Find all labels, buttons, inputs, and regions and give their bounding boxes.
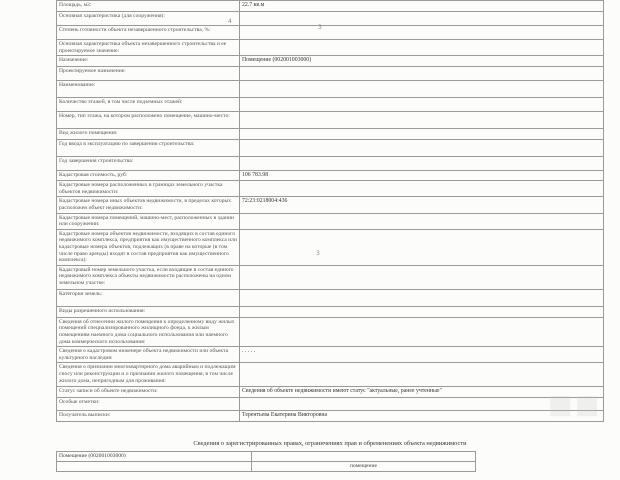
row-label: Номер, тип этажа, на котором расположено помещение, машино-место: <box>57 112 240 129</box>
row-label: Назначение: <box>57 56 240 67</box>
table-row <box>57 452 476 462</box>
table-row <box>57 462 476 472</box>
row-value <box>240 157 604 171</box>
table-row <box>57 129 604 140</box>
row-value <box>240 112 604 129</box>
row-value <box>240 140 604 157</box>
row-label: Особые отметки: <box>57 398 240 411</box>
table-row <box>57 411 604 422</box>
margin-mark: 3 <box>318 24 322 31</box>
sub-row-value: помещение <box>252 462 476 472</box>
table-row <box>57 1 604 12</box>
table-row <box>57 56 604 67</box>
row-label: Вид жилого помещения: <box>57 129 240 140</box>
table-row <box>57 289 604 306</box>
row-label: Площадь, м2: <box>57 1 240 12</box>
row-value <box>240 213 604 229</box>
row-label: Год завершения строительства: <box>57 157 240 171</box>
table-row <box>57 98 604 112</box>
row-value <box>240 306 604 317</box>
row-label: Год ввода в эксплуатацию по завершении строительства: <box>57 140 240 157</box>
table-row <box>57 347 604 363</box>
table-row <box>57 40 604 56</box>
row-label: Кадастровые номера расположенных в границах земельного участка объектов недвижимости: <box>57 181 240 197</box>
row-label: Наименование: <box>57 81 240 98</box>
row-label: Проектируемое назначение: <box>57 67 240 81</box>
table-row <box>57 67 604 81</box>
row-value <box>240 229 604 265</box>
row-label: Статус записи об объекте недвижимости: <box>57 387 240 398</box>
row-value <box>240 26 604 40</box>
row-label: Количество этажей, в том числе подземных этажей: <box>57 98 240 112</box>
row-value <box>240 289 604 306</box>
row-value <box>240 67 604 81</box>
sub-row-label: Помещение (002001003000) <box>57 452 252 462</box>
table-row <box>57 229 604 265</box>
row-value <box>240 40 604 56</box>
table-row <box>57 363 604 387</box>
margin-mark: 4 <box>228 18 232 25</box>
row-value: Терентьева Екатерина Викторовна <box>240 411 604 422</box>
table-row <box>57 81 604 98</box>
section-title: Сведения о зарегистрированных правах, ограничениях прав и обременениях объекта недвижимости <box>193 440 467 447</box>
table-row <box>57 157 604 171</box>
row-value: 22.7 кв.м <box>240 1 604 12</box>
row-value <box>240 317 604 346</box>
row-label: Основная характеристика объекта незавершенного строительства и ее проектируемое значение: <box>57 40 240 56</box>
row-label: Кадастровые номера помещений, машино-мест, расположенных в здании или сооружении: <box>57 213 240 229</box>
row-value: Помещение (002001003000) <box>240 56 604 67</box>
table-row <box>57 171 604 181</box>
table-row <box>57 306 604 317</box>
row-label: Виды разрешенного использования: <box>57 306 240 317</box>
row-label: Степень готовности объекта незавершенного строительства, %: <box>57 26 240 40</box>
watermark: ■■ <box>548 390 602 420</box>
row-value: Сведения об объекте недвижимости имеют статус "актуальные, ранее учтенные" <box>240 387 604 398</box>
row-label: Категория земель: <box>57 289 240 306</box>
table-row <box>57 265 604 289</box>
row-value: 106 783.98 <box>240 171 604 181</box>
table-row <box>57 387 604 398</box>
row-label: Получатель выписки: <box>57 411 240 422</box>
table-row <box>57 398 604 411</box>
row-value <box>240 265 604 289</box>
row-label: Кадастровые номера объектов недвижимости, входящих в состав единого недвижимого комплекса, предприятия как имущественного комплекса или кадастровые номера объектов, подлежащих (в праве на которые (в том числе право аренды) входят в состав предприятия как имущественного комплекса): <box>57 229 240 265</box>
row-value <box>240 181 604 197</box>
sub-row-value <box>252 452 476 462</box>
row-value <box>240 363 604 387</box>
property-info-table <box>56 0 604 422</box>
row-label: Сведения об отнесении жилого помещения к определенному виду жилых помещений специализированного жилищного фонда, к жилым помещениям наемного дома социального использования или наемного дома коммерческого использования: <box>57 317 240 346</box>
table-row <box>57 181 604 197</box>
table-row <box>57 112 604 129</box>
row-label: Основная характеристика (для сооружения): <box>57 12 240 26</box>
row-value <box>240 12 604 26</box>
row-value: . . . . . <box>240 347 604 363</box>
margin-mark: 3 <box>316 250 320 257</box>
row-label: Кадастровые номера иных объектов недвижимости, в пределах которых расположен объект недвижимости: <box>57 197 240 213</box>
table-row <box>57 26 604 40</box>
rights-table <box>56 451 476 472</box>
row-value <box>240 129 604 140</box>
table-row <box>57 12 604 26</box>
table-row <box>57 317 604 346</box>
row-value <box>240 81 604 98</box>
row-label: Сведения о кадастровом инженере объекта недвижимости или объекта культурного наследия: <box>57 347 240 363</box>
table-row <box>57 197 604 213</box>
sub-row-label <box>57 462 252 472</box>
table-row <box>57 213 604 229</box>
table-row <box>57 140 604 157</box>
row-value <box>240 98 604 112</box>
row-value: 72:23:0218004:436 <box>240 197 604 213</box>
row-label: Сведения о признании многоквартирного дома аварийным и подлежащим сносу или реконструкции и о признании жилого помещения, в том числе жилого дома, непригодным для проживания: <box>57 363 240 387</box>
row-label: Кадастровая стоимость, руб: <box>57 171 240 181</box>
row-label: Кадастровый номер земельного участка, если входящие в состав единого недвижимого комплекса объекты недвижимости расположены на одном земельном участке: <box>57 265 240 289</box>
